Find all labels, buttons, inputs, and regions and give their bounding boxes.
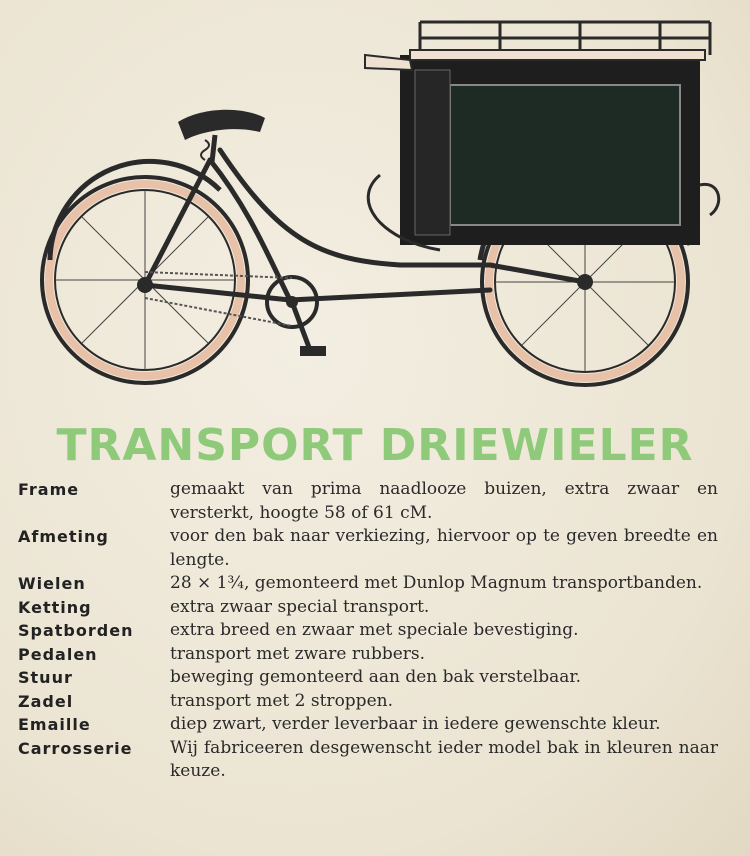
spec-row-spatborden xyxy=(18,619,718,643)
spec-row-stuur xyxy=(18,666,718,690)
page-title: TRANSPORT DRIEWIELER xyxy=(56,420,694,471)
spec-row-wielen xyxy=(18,572,718,596)
spec-label: Zadel xyxy=(18,691,74,711)
spec-row-emaille xyxy=(18,713,718,737)
spec-row-ketting xyxy=(18,596,718,620)
spec-value: Wij fabriceeren desgewenscht ieder model bak in kleuren naar keuze. xyxy=(170,737,718,781)
spec-value: transport met zware rubbers. xyxy=(170,643,426,664)
spec-label: Pedalen xyxy=(18,644,98,664)
spec-row-zadel xyxy=(18,690,718,714)
spec-value: 28 × 1¾, gemonteerd met Dunlop Magnum transportbanden. xyxy=(170,573,703,593)
spec-label: Stuur xyxy=(18,668,73,687)
spec-label: Spatborden xyxy=(18,621,134,640)
spec-row-pedalen xyxy=(18,643,718,667)
spec-row-carrosserie xyxy=(18,737,718,784)
spec-label: Frame xyxy=(18,480,80,499)
spec-value: transport met 2 stroppen. xyxy=(170,690,393,711)
transport-tricycle-icon xyxy=(20,10,740,410)
spec-value: gemaakt van prima naadlooze buizen, extra zwaar en versterkt, hoogte 58 of 61 cM. xyxy=(170,479,718,523)
spec-value: diep zwart, verder leverbaar in iedere gewenschte kleur. xyxy=(170,714,661,734)
spec-label: Ketting xyxy=(18,597,92,617)
spec-row-frame xyxy=(18,478,718,525)
spec-value: extra breed en zwaar met speciale bevestiging. xyxy=(170,620,579,640)
spec-value: extra zwaar special transport. xyxy=(170,596,430,617)
spec-list xyxy=(18,478,718,784)
spec-label: Wielen xyxy=(18,574,86,593)
spec-row-afmeting xyxy=(18,525,718,572)
spec-value: voor den bak naar verkiezing, hiervoor op te geven breedte en lengte. xyxy=(170,526,718,570)
spec-label: Emaille xyxy=(18,715,91,734)
spec-label: Afmeting xyxy=(18,527,109,546)
spec-value: beweging gemonteerd aan den bak verstelbaar. xyxy=(170,667,582,687)
spec-label: Carrosserie xyxy=(18,738,133,758)
